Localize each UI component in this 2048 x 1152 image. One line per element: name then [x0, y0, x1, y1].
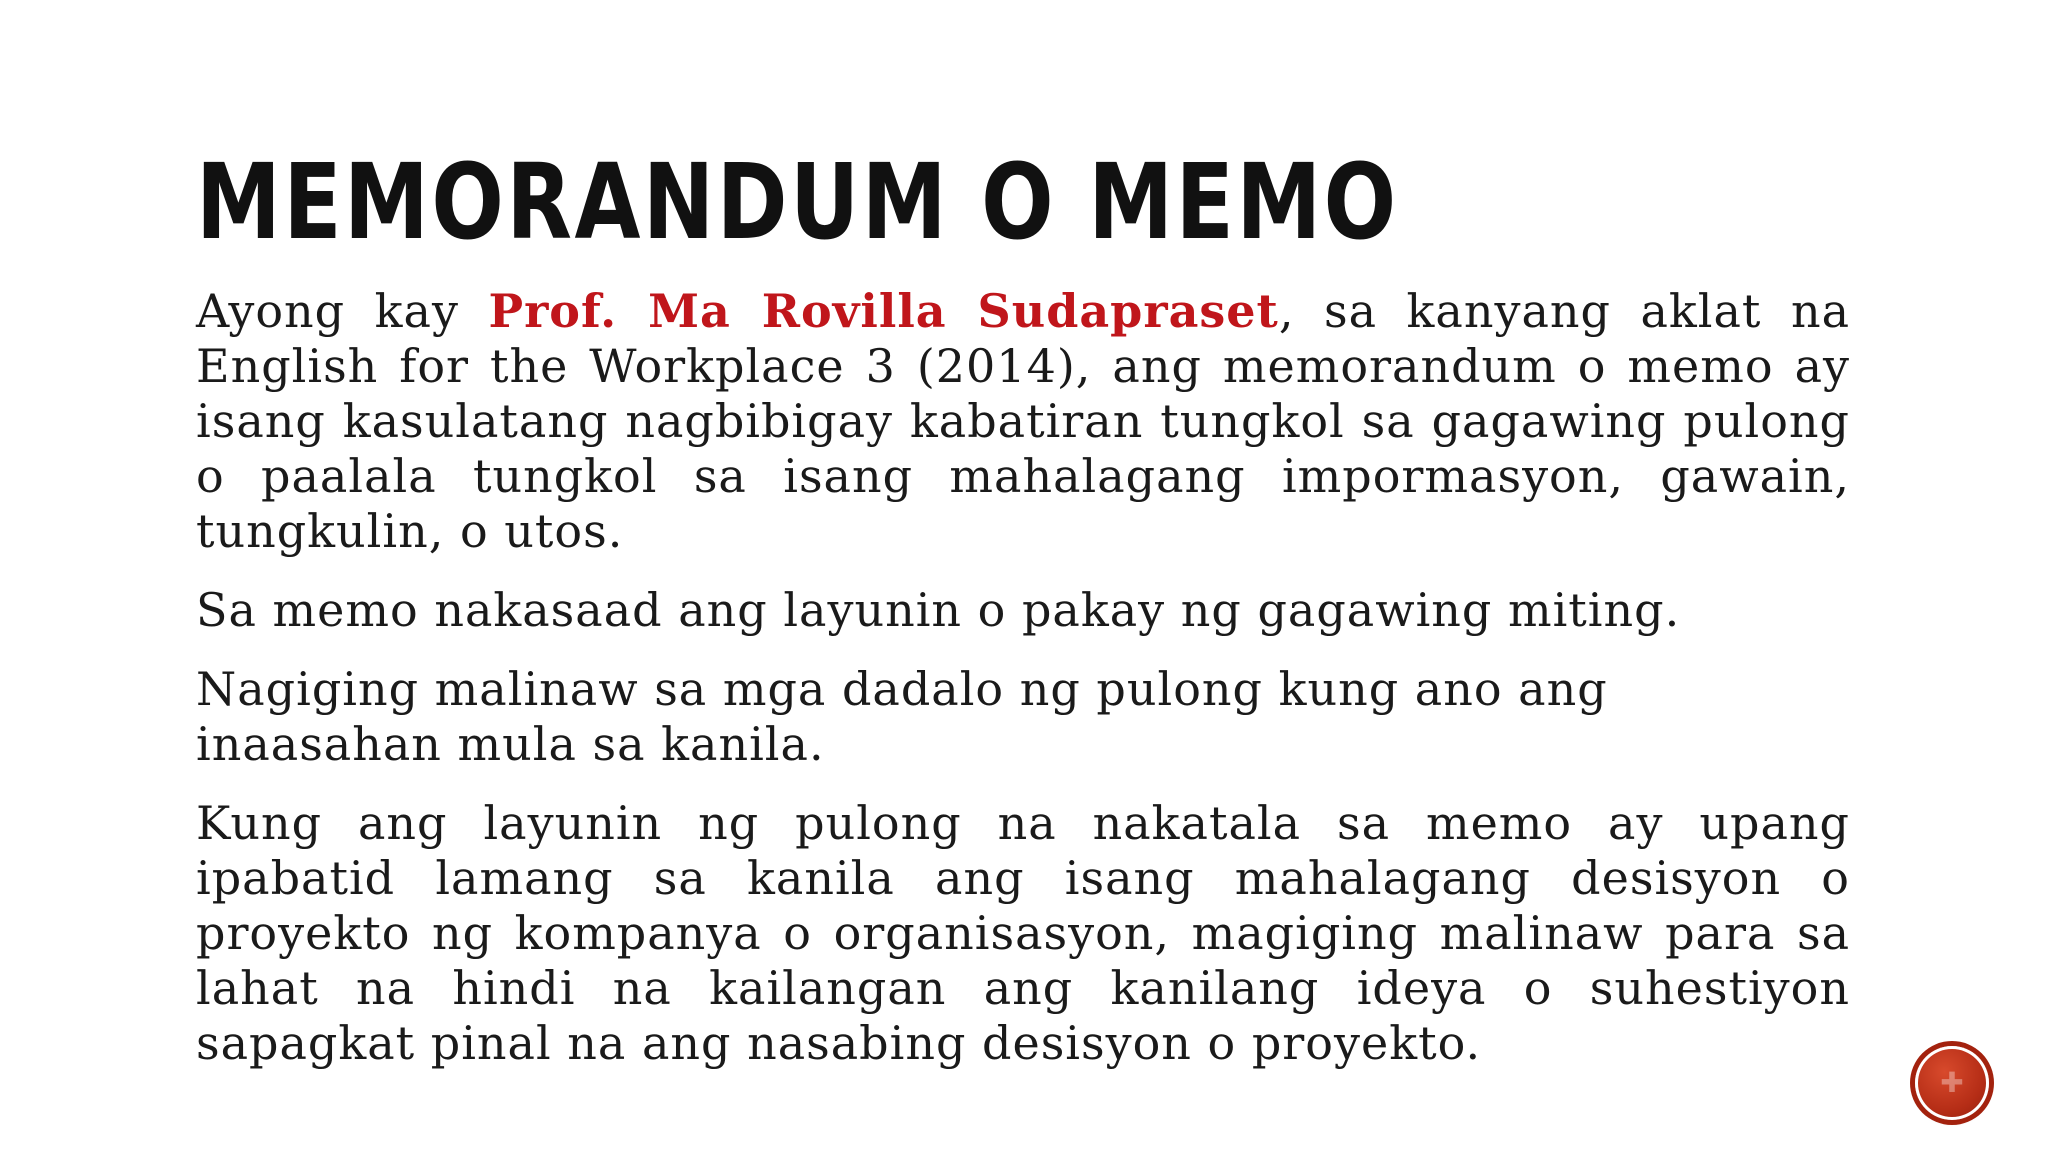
paragraph-clarity: Nagiging malinaw sa mga dadalo ng pulong kung ano ang inaasahan mula sa kanila. [196, 662, 1608, 771]
paragraph-definition-intro: Ayong kay [196, 284, 489, 338]
slide-nav-button[interactable] [1915, 1046, 1989, 1120]
slide-title: MEMORANDUM O MEMO [196, 141, 1399, 263]
paragraph-definition [196, 284, 1850, 559]
paragraph-decision: Kung ang layunin ng pulong na nakatala sa memo ay upang ipabatid lamang sa kanila ang isang mahalagang desisyon o proyekto ng kompanya o organisasyon, magiging malinaw para sa lahat na hindi na kailangan ang kanilang ideya o suhestiyon sapagkat pinal na ang nasabing desisyon o proyekto. [196, 796, 1850, 1070]
author-name-highlight: Prof. Ma Rovilla Sudapraset [488, 284, 1279, 338]
slide-nav-icon: ✚ [1940, 1066, 1964, 1099]
slide-body [196, 284, 1850, 1095]
paragraph-definition-rest: , sa kanyang aklat na English for the Workplace 3 (2014), ang memorandum o memo ay isang kasulatang nagbibigay kabatiran tungkol sa gagawing pulong o paalala tungkol sa isang mahalagang impormasyon, gawain, tungkulin, o utos. [196, 284, 1851, 558]
paragraph-purpose: Sa memo nakasaad ang layunin o pakay ng gagawing miting. [196, 583, 1681, 637]
